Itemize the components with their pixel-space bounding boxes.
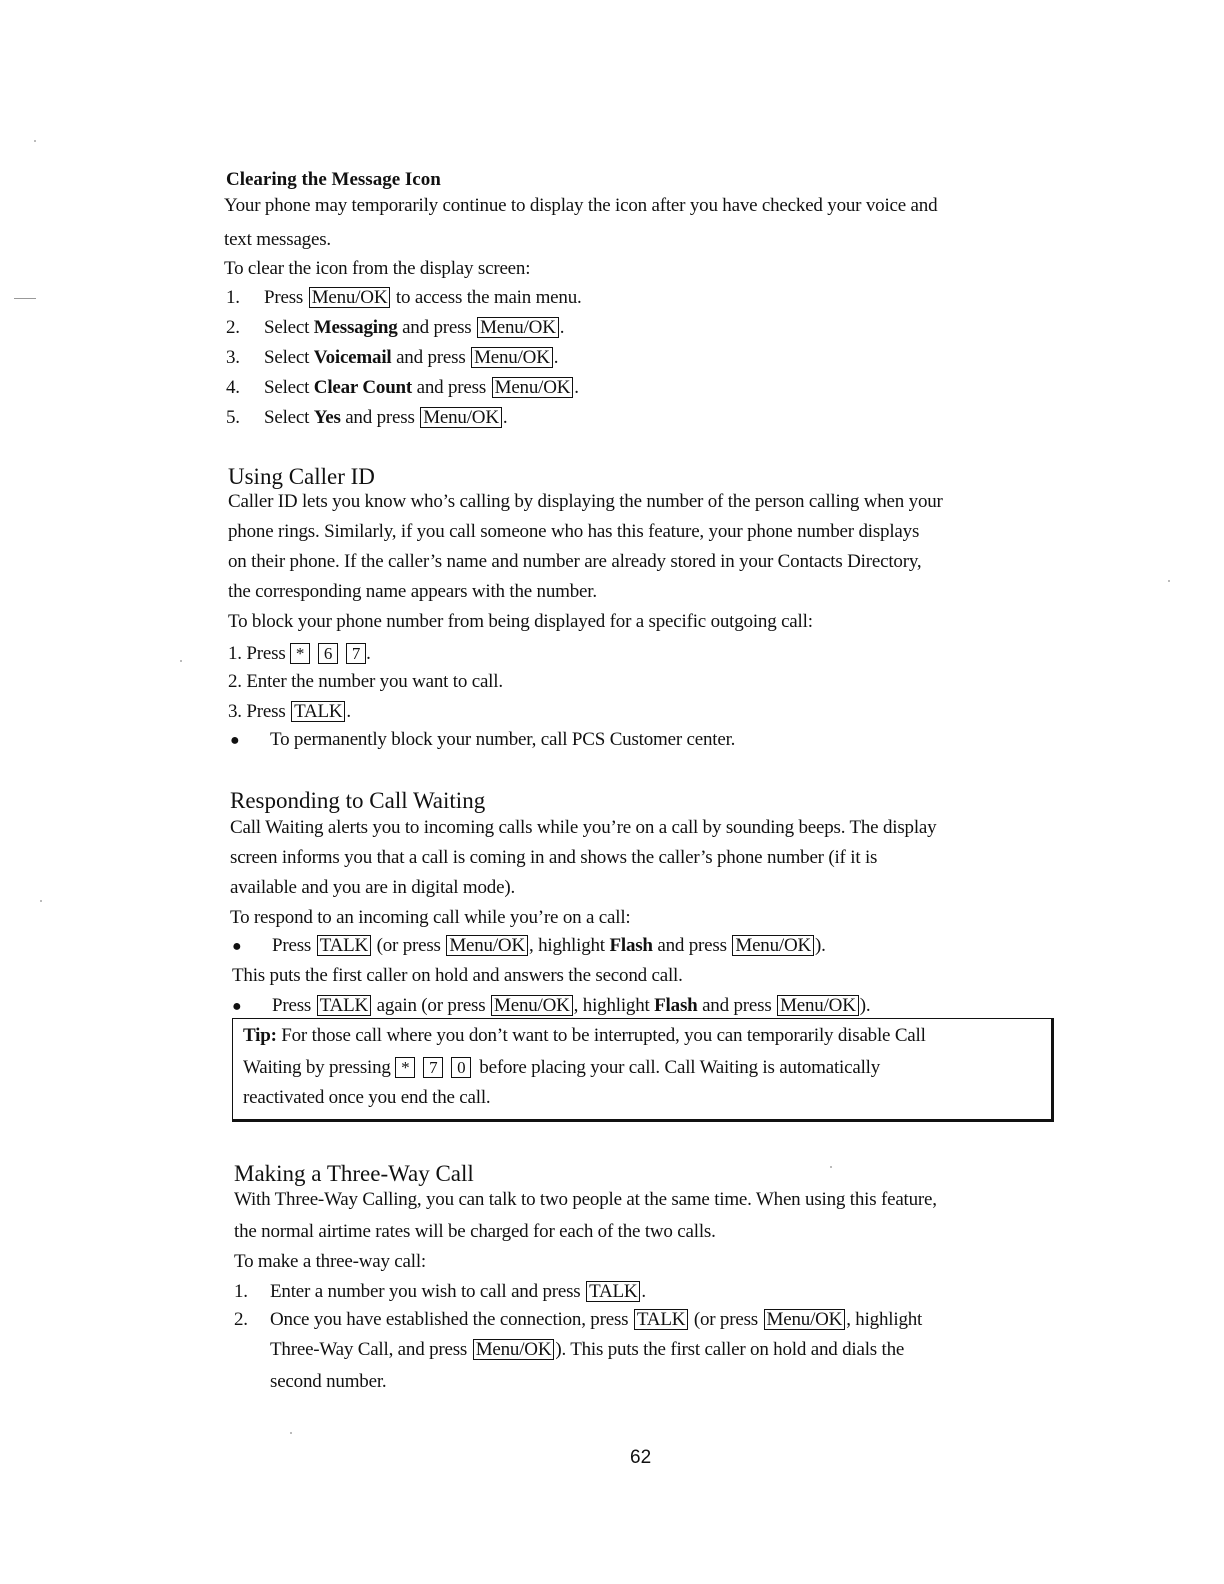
bullet-icon: ● (232, 998, 242, 1015)
paragraph-line: With Three-Way Calling, you can talk to two people at the same time. When using this feature, (234, 1189, 937, 1210)
bullet-text: and press (657, 935, 727, 956)
paragraph-line: text messages. (224, 229, 331, 250)
scan-speck (830, 1166, 832, 1168)
page-number: 62 (630, 1447, 652, 1468)
menu-ok-key-icon: Menu/OK (491, 995, 573, 1016)
scan-speck (40, 900, 42, 902)
list-item (234, 1280, 646, 1304)
talk-key-icon: TALK (317, 935, 371, 956)
step-text: Select (264, 317, 310, 338)
tip-text: before placing your call. Call Waiting is automatically (479, 1057, 881, 1078)
bullet-text: again (or press (376, 995, 486, 1016)
bullet-icon: ● (232, 938, 242, 955)
zero-key-icon: 0 (451, 1057, 471, 1078)
tip-label: Tip: (243, 1025, 277, 1046)
tip-text: For those call where you don’t want to be interrupted, you can temporarily disable Call (281, 1025, 926, 1046)
list-item: 2. Enter the number you want to call. (228, 671, 503, 692)
bullet-text: ). (815, 935, 826, 956)
tip-text: Waiting by pressing (243, 1057, 391, 1078)
talk-key-icon: TALK (634, 1309, 688, 1330)
step-number: 1. (226, 287, 240, 308)
tip-line (243, 1056, 880, 1080)
menu-option-name: Yes (313, 407, 341, 428)
paragraph-line: phone rings. Similarly, if you call someone who has this feature, your phone number displays (228, 521, 920, 542)
step-text: Once you have established the connection, press (270, 1309, 629, 1330)
list-item (226, 346, 558, 370)
step-text: to access the main menu. (395, 287, 582, 308)
list-item-continuation (270, 1338, 904, 1362)
bullet-icon: ● (230, 732, 240, 749)
tip-box (232, 1018, 1054, 1122)
step-number: 2. (226, 317, 240, 338)
scan-speck (14, 298, 36, 299)
menu-ok-key-icon: Menu/OK (492, 377, 574, 398)
scan-speck (1168, 580, 1170, 582)
step-text: Select (264, 377, 310, 398)
step-text: (or press (693, 1309, 758, 1330)
scan-speck (290, 1432, 292, 1434)
paragraph-line: Caller ID lets you know who’s calling by displaying the number of the person calling when your (228, 491, 943, 512)
menu-ok-key-icon: Menu/OK (477, 317, 559, 338)
menu-option-name: Flash (609, 935, 653, 956)
star-key-icon: * (395, 1057, 415, 1078)
scan-speck (34, 140, 36, 142)
paragraph-line: the normal airtime rates will be charged for each of the two calls. (234, 1221, 716, 1242)
list-item-continuation: second number. (270, 1371, 387, 1392)
step-number: 4. (226, 377, 240, 398)
bullet-item (232, 934, 826, 959)
menu-ok-key-icon: Menu/OK (473, 1339, 555, 1360)
tip-line: reactivated once you end the call. (243, 1087, 491, 1108)
tip-line (243, 1024, 926, 1048)
bullet-text: To permanently block your number, call PCS Customer center. (270, 729, 736, 750)
step-text: and press (345, 407, 415, 428)
list-item (226, 316, 564, 340)
menu-ok-key-icon: Menu/OK (471, 347, 553, 368)
step-text: . (641, 1281, 646, 1302)
list-item (226, 286, 582, 310)
paragraph-line: This puts the first caller on hold and answers the second call. (232, 965, 683, 986)
step-number: 3. (226, 347, 240, 368)
menu-option-name: Flash (654, 995, 698, 1016)
step-text: . (366, 643, 371, 664)
seven-key-icon: 7 (346, 643, 366, 664)
menu-option-name: Clear Count (313, 377, 413, 398)
instruction-intro: To block your phone number from being displayed for a specific outgoing call: (228, 611, 813, 632)
list-item (226, 406, 507, 430)
bullet-text: (or press (376, 935, 441, 956)
step-text: and press (416, 377, 487, 398)
step-text: , highlight (846, 1309, 923, 1330)
step-text: ). This puts the first caller on hold and dials the (555, 1339, 905, 1360)
menu-ok-key-icon: Menu/OK (777, 995, 859, 1016)
section-heading-call-waiting: Responding to Call Waiting (230, 788, 486, 813)
star-key-icon: * (290, 643, 310, 664)
menu-ok-key-icon: Menu/OK (764, 1309, 846, 1330)
list-item (228, 700, 351, 724)
step-text: . (553, 347, 559, 368)
bullet-text: , highlight (573, 995, 650, 1016)
instruction-intro: To clear the icon from the display screen: (224, 258, 531, 279)
bullet-text: Press (272, 935, 312, 956)
menu-option-name: Messaging (313, 317, 398, 338)
paragraph-line: Call Waiting alerts you to incoming calls while you’re on a call by sounding beeps. The display (230, 817, 937, 838)
instruction-intro: To make a three-way call: (234, 1251, 427, 1272)
bullet-text: ). (859, 995, 871, 1016)
bullet-text: and press (702, 995, 772, 1016)
menu-ok-key-icon: Menu/OK (732, 935, 814, 956)
paragraph-line: Your phone may temporarily continue to display the icon after you have checked your voice and (224, 195, 938, 216)
step-text: Three-Way Call, and press (270, 1339, 468, 1360)
step-text: . (346, 701, 351, 722)
seven-key-icon: 7 (423, 1057, 443, 1078)
step-text: and press (396, 347, 466, 368)
talk-key-icon: TALK (586, 1281, 640, 1302)
scan-speck (180, 660, 182, 662)
step-text: 3. Press (228, 701, 286, 722)
step-text: Select (264, 347, 310, 368)
six-key-icon: 6 (318, 643, 338, 664)
section-heading-clearing-message-icon: Clearing the Message Icon (226, 169, 441, 190)
step-text: Select (264, 407, 310, 428)
talk-key-icon: TALK (317, 995, 371, 1016)
menu-ok-key-icon: Menu/OK (446, 935, 528, 956)
step-text: and press (402, 317, 472, 338)
step-number: 1. (234, 1281, 248, 1302)
instruction-intro: To respond to an incoming call while you’re on a call: (230, 907, 631, 928)
step-text: . (559, 317, 565, 338)
step-number: 5. (226, 407, 240, 428)
step-text: . (502, 407, 508, 428)
talk-key-icon: TALK (291, 701, 345, 722)
menu-ok-key-icon: Menu/OK (420, 407, 502, 428)
list-item (228, 642, 371, 666)
menu-option-name: Voicemail (313, 347, 392, 368)
step-text: 1. Press (228, 643, 286, 664)
bullet-text: , highlight (528, 935, 605, 956)
bullet-item (232, 994, 870, 1019)
list-item (226, 376, 579, 400)
paragraph-line: available and you are in digital mode). (230, 877, 516, 898)
paragraph-line: the corresponding name appears with the number. (228, 581, 597, 602)
section-heading-using-caller-id: Using Caller ID (228, 464, 375, 489)
paragraph-line: screen informs you that a call is coming in and shows the caller’s phone number (if it is (230, 847, 878, 868)
bullet-item (230, 728, 735, 753)
step-text: Enter a number you wish to call and press (270, 1281, 581, 1302)
step-text: Press (264, 287, 304, 308)
list-item (234, 1308, 922, 1332)
step-text: . (574, 377, 579, 398)
menu-ok-key-icon: Menu/OK (309, 287, 391, 308)
bullet-text: Press (272, 995, 312, 1016)
paragraph-line: on their phone. If the caller’s name and number are already stored in your Contacts Directory, (228, 551, 922, 572)
step-number: 2. (234, 1309, 248, 1330)
section-heading-three-way-call: Making a Three-Way Call (234, 1161, 474, 1186)
